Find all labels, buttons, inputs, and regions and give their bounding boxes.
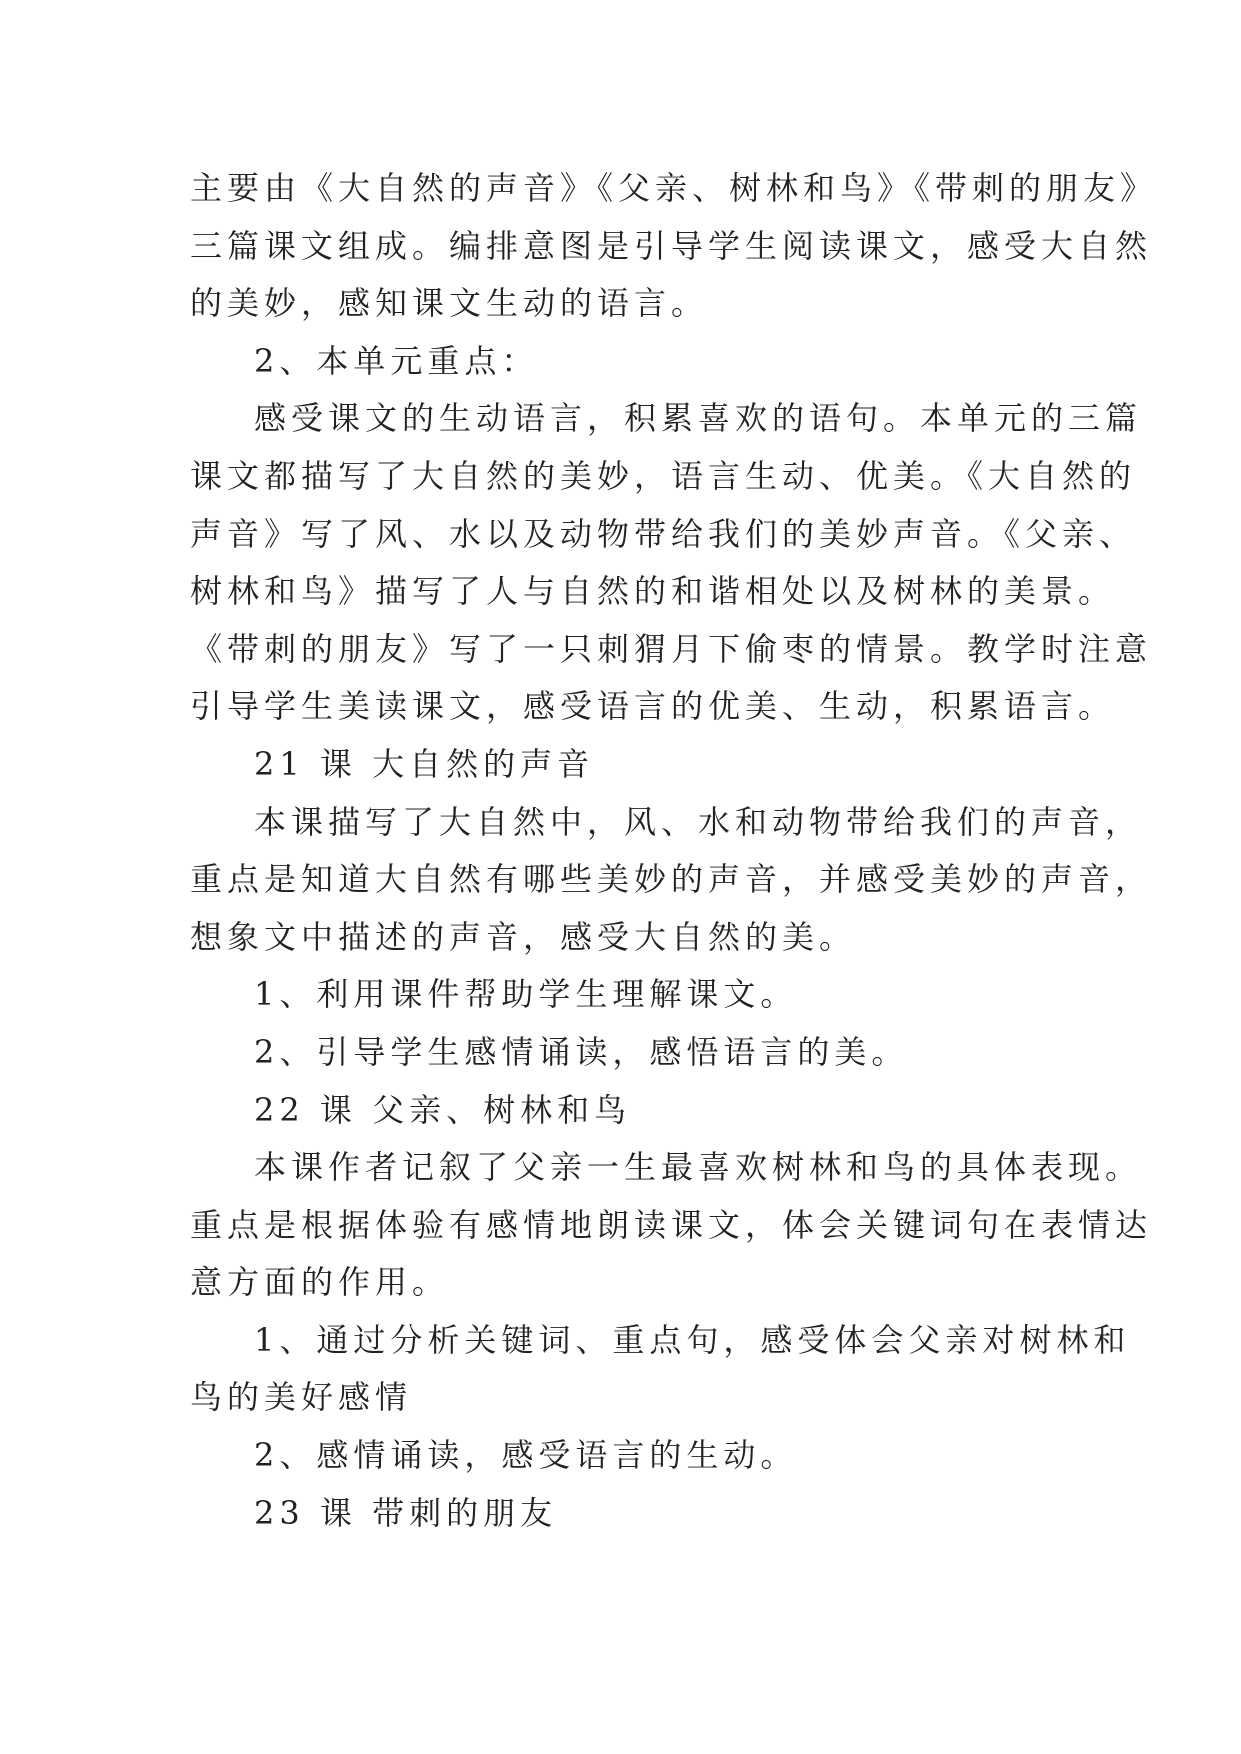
- list-item: 2、感情诵读，感受语言的生动。: [254, 1436, 798, 1475]
- text-line: 声音》写了风、水以及动物带给我们的美妙声音。《父亲、: [190, 514, 1137, 553]
- text-line: 想象文中描述的声音，感受大自然的美。: [190, 917, 857, 956]
- text-line: 鸟的美好感情: [190, 1378, 413, 1417]
- text-line: 课文都描写了大自然的美妙，语言生动、优美。《大自然的: [190, 456, 1137, 495]
- text-line: 重点是根据体验有感情地朗读课文，体会关键词句在表情达: [190, 1205, 1153, 1244]
- text-line: 树林和鸟》描写了人与自然的和谐相处以及树林的美景。: [190, 572, 1116, 611]
- lesson-heading: 21 课 大自然的声音: [254, 744, 595, 783]
- text-line: 三篇课文组成。编排意图是引导学生阅读课文，感受大自然: [190, 226, 1153, 265]
- text-line: 感受课文的生动语言，积累喜欢的语句。本单元的三篇: [254, 399, 1143, 438]
- lesson-heading: 22 课 父亲、树林和鸟: [254, 1090, 632, 1129]
- list-item: 1、利用课件帮助学生理解课文。: [254, 975, 798, 1014]
- list-item: 1、通过分析关键词、重点句，感受体会父亲对树林和: [254, 1320, 1131, 1359]
- text-line: 引导学生美读课文，感受语言的优美、生动，积累语言。: [190, 687, 1116, 726]
- text-line: 本课描写了大自然中，风、水和动物带给我们的声音，: [254, 802, 1143, 841]
- text-line: 本课作者记叙了父亲一生最喜欢树林和鸟的具体表现。: [254, 1148, 1143, 1187]
- text-line: 《带刺的朋友》写了一只刺猬月下偷枣的情景。教学时注意: [190, 629, 1153, 668]
- list-item: 2、引导学生感情诵读，感悟语言的美。: [254, 1032, 909, 1071]
- text-line: 的美妙，感知课文生动的语言。: [190, 284, 709, 323]
- text-line: 主要由《大自然的声音》《父亲、树林和鸟》《带刺的朋友》: [190, 169, 1158, 207]
- document-body: [190, 160, 1158, 1542]
- text-line: 意方面的作用。: [190, 1263, 450, 1302]
- section-heading: 2、本单元重点：: [254, 341, 539, 380]
- text-line: 重点是知道大自然有哪些美妙的声音，并感受美妙的声音，: [190, 860, 1153, 899]
- lesson-heading: 23 课 带刺的朋友: [254, 1493, 558, 1532]
